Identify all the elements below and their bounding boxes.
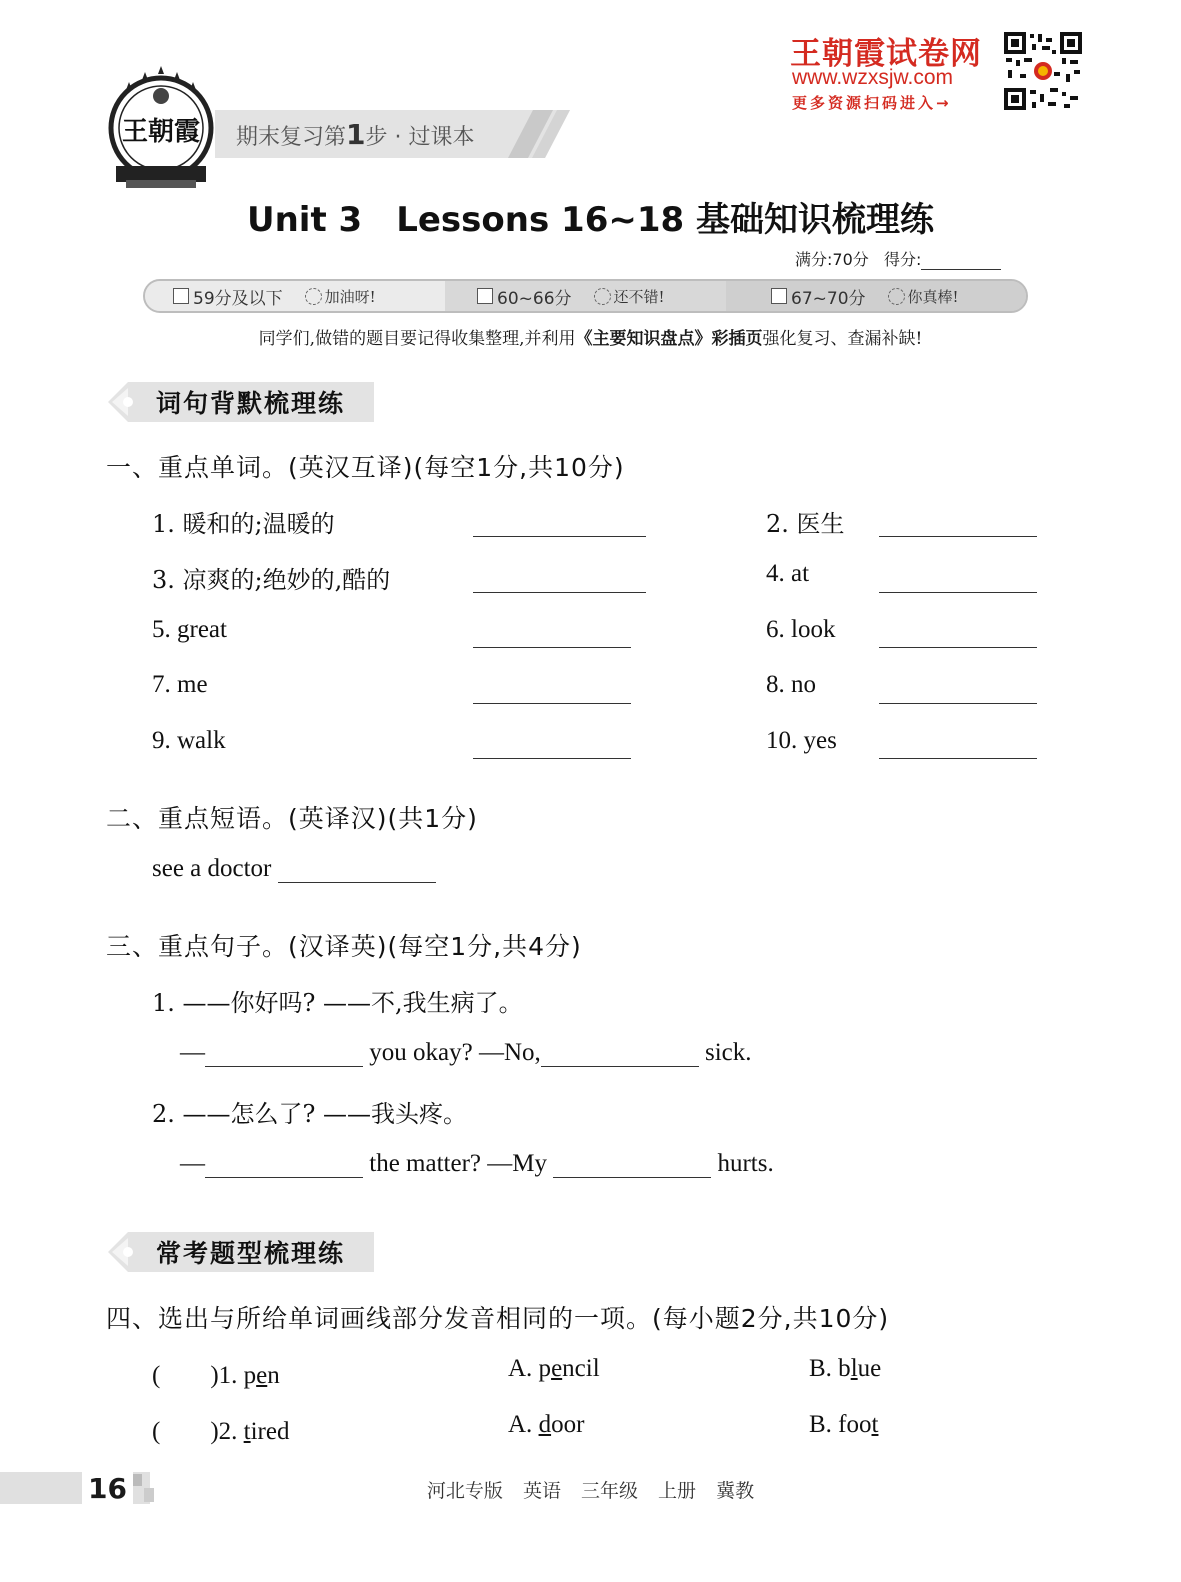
- footer-text: 河北专版 英语 三年级 上册 冀教: [426, 1480, 755, 1502]
- checkbox[interactable]: [771, 288, 787, 304]
- answer-blank[interactable]: [473, 703, 631, 704]
- rating-option-1[interactable]: 59分及以下 加油呀!: [173, 281, 376, 311]
- q1-item-8: 8. no: [766, 671, 816, 698]
- question-1-heading: 一、重点单词。(英汉互译)(每空1分,共10分): [106, 453, 625, 482]
- q3-sentence-2-en: — the matter? —My hurts.: [180, 1150, 774, 1177]
- logo-text: 王朝霞: [121, 117, 201, 147]
- step-banner-text: 期末复习第1步 · 过课本: [236, 118, 475, 151]
- checkbox[interactable]: [477, 288, 493, 304]
- answer-blank[interactable]: [879, 758, 1037, 759]
- section-title: 词句背默梳理练: [156, 389, 346, 418]
- q1-item-4: 4. at: [766, 560, 810, 587]
- rating-bar: [143, 279, 1028, 313]
- q4-row-1: ( )1. pen: [152, 1362, 280, 1389]
- answer-blank[interactable]: [879, 647, 1037, 648]
- question-3-heading: 三、重点句子。(汉译英)(每空1分,共4分): [106, 932, 582, 961]
- q1-item-3: 3. 凉爽的;绝妙的,酷的: [152, 566, 391, 594]
- answer-blank[interactable]: [278, 856, 436, 883]
- qr-code-icon[interactable]: [1002, 30, 1084, 112]
- checkbox[interactable]: [173, 288, 189, 304]
- score-line: [795, 247, 1001, 270]
- q4-row-1-option-a[interactable]: A. pencil: [508, 1355, 600, 1382]
- q3-sentence-2-cn: 2. ——怎么了? ——我头疼。: [152, 1100, 468, 1128]
- smiley-icon: [594, 288, 611, 305]
- q1-item-5: 5. great: [152, 616, 227, 643]
- step-number: 1: [346, 118, 366, 151]
- answer-blank[interactable]: [541, 1040, 699, 1067]
- answer-blank[interactable]: [473, 758, 631, 759]
- q1-item-9: 9. walk: [152, 727, 226, 754]
- q1-item-7: 7. me: [152, 671, 208, 698]
- q1-item-1: 1. 暖和的;温暖的: [152, 510, 335, 538]
- answer-blank[interactable]: [473, 592, 646, 593]
- answer-blank[interactable]: [879, 592, 1037, 593]
- rating-option-2[interactable]: 60~66分 还不错!: [477, 281, 665, 311]
- score-field[interactable]: [921, 253, 1001, 270]
- q1-item-2: 2. 医生: [766, 510, 845, 538]
- publisher-logo: [102, 66, 220, 194]
- reminder-text: 同学们,做错的题目要记得收集整理,并利用《主要知识盘点》彩插页强化复习、查漏补缺!: [258, 329, 923, 349]
- smiley-icon: [888, 288, 905, 305]
- smiley-icon: [305, 288, 322, 305]
- q2-phrase: see a doctor: [152, 855, 436, 883]
- q4-row-2-option-b[interactable]: B. foot: [809, 1411, 879, 1438]
- question-4-heading: 四、选出与所给单词画线部分发音相同的一项。(每小题2分,共10分): [106, 1304, 890, 1333]
- q4-row-2: ( )2. tired: [152, 1418, 290, 1445]
- full-score: 满分:70分: [795, 250, 869, 269]
- rating-option-3[interactable]: 67~70分 你真棒!: [771, 281, 959, 311]
- q4-row-1-option-b[interactable]: B. blue: [809, 1355, 882, 1382]
- brand-url[interactable]: www.wzxsjw.com: [792, 66, 954, 89]
- answer-blank[interactable]: [879, 536, 1037, 537]
- answer-paren[interactable]: ( ): [152, 1418, 219, 1445]
- score-label: 得分:: [884, 250, 922, 269]
- q3-sentence-1-en: — you okay? —No, sick.: [180, 1039, 752, 1066]
- section-title: 常考题型梳理练: [156, 1239, 346, 1268]
- q3-sentence-1-cn: 1. ——你好吗? ——不,我生病了。: [152, 989, 523, 1017]
- answer-paren[interactable]: ( ): [152, 1362, 219, 1389]
- answer-blank[interactable]: [553, 1151, 711, 1178]
- brand-scan-text: 更多资源扫码进入→: [792, 94, 952, 112]
- question-2-heading: 二、重点短语。(英译汉)(共1分): [106, 804, 478, 833]
- answer-blank[interactable]: [879, 703, 1037, 704]
- q1-item-10: 10. yes: [766, 727, 837, 754]
- answer-blank[interactable]: [473, 536, 646, 537]
- page-title: Unit 3 Lessons 16~18 基础知识梳理练: [246, 200, 934, 240]
- answer-blank[interactable]: [205, 1151, 363, 1178]
- q1-item-6: 6. look: [766, 616, 836, 643]
- answer-blank[interactable]: [473, 647, 631, 648]
- answer-blank[interactable]: [205, 1040, 363, 1067]
- q4-row-2-option-a[interactable]: A. door: [508, 1411, 585, 1438]
- brand-title: 王朝霞试卷网: [790, 36, 982, 72]
- page-number: 16: [82, 1472, 133, 1505]
